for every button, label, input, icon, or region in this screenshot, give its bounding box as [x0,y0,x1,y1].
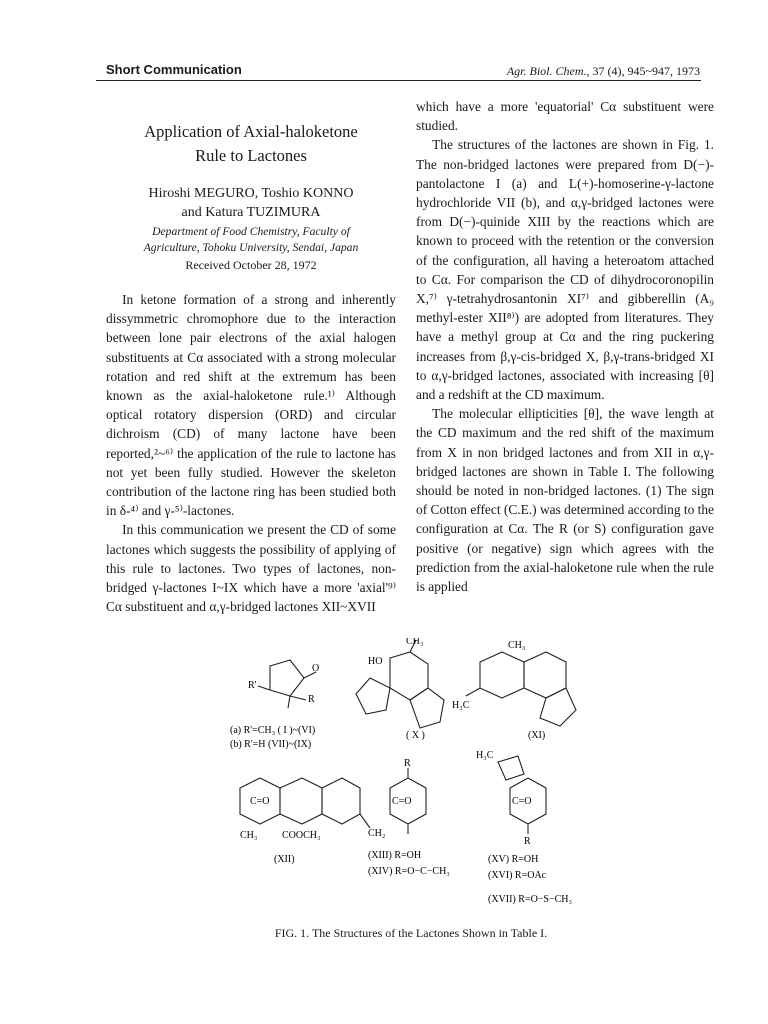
affiliation-line-2: Agriculture, Tohoku University, Sendai, Japan [143,241,359,254]
structure-xv-xvii [498,756,546,834]
label-co-xii: C=O [250,796,270,807]
label-xvi: (XVI) R=OAc [488,870,547,881]
label-h3c-xi: H₃C [452,700,470,711]
left-paragraph-1: In ketone formation of a strong and inherently dissymmetric chromophore due to the interaction between lone pair electrons of the axial halogen substituents at Cα associated with a strong molecular rotation and red shift at the extremum has been known as the axial-haloketone rule.¹⁾ Although optical rotatory dispersion (ORD) and circular dichroism (CD) of many lactone have been reported,²~⁶⁾ the application of the rule to lactone has not yet been fully studied. However the skeleton contribution of the lactone ring has been studied both in δ-⁴⁾ and γ-⁵⁾-lactones. [106,292,396,519]
section-label: Short Communication [106,62,242,77]
label-xi: (XI) [528,730,546,741]
label-co-xiii: C=O [392,796,412,807]
left-column [106,290,396,616]
received-date: Received October 28, 1972 [185,258,317,272]
figure-caption: FIG. 1. The Structures of the Lactones Shown in Table I. [274,926,548,940]
authors-line-2: and Katura TUZIMURA [181,205,321,220]
authors [106,184,396,222]
label-xvii: (XVII) R=O−S−CH₃ [488,894,573,905]
journal-name: Agr. Biol. Chem., [506,64,590,78]
label-cooch3: COOCH₃ [282,830,321,841]
label-r-1: R [308,694,315,705]
journal-citation [507,64,700,79]
article-title [106,120,396,168]
label-ho: HO [368,656,383,667]
label-r-xv: R [524,836,531,847]
title-line-1: Application of Axial-haloketone [144,122,358,141]
label-xv: (XV) R=OH [488,854,539,865]
label-h3c-xv: H₃C [476,750,494,761]
affiliation-line-1: Department of Food Chemistry, Faculty of [152,225,350,238]
structures-figure [220,638,620,908]
title-line-2: Rule to Lactones [195,146,307,165]
label-ch3-xii: CH₃ [240,830,258,841]
label-xiii: (XIII) R=OH [368,850,422,861]
right-column [416,97,714,596]
label-ch3-x: CH₃ [406,638,424,647]
label-b-line: (b) R'=H (VII)~(IX) [230,739,312,750]
left-paragraph-2: In this communication we present the CD of some lactones which suggests the possibility of applying of this rule to lactones. Two types of lactones, non-bridged γ-lactones I~IX which have a more 'axial'⁹⁾ Cα substituent and α,γ-bridged lactones XII~XVII [106,522,396,615]
label-ch2: CH₂ [368,828,386,839]
structure-xi [466,652,576,726]
label-xiv: (XIV) R=O−C−CH₃ [368,866,450,877]
header-rule [96,80,701,81]
right-paragraph-2: The structures of the lactones are shown in Fig. 1. The non-bridged lactones were prepared from D(−)-pantolactone I (a) and L(+)-homoserine-γ-lactone hydrochloride VII (b), and α,γ-bridged lactones were from D(−)-quinide XIII by the reactions which are known to proceed with the retention or the conversion of the configuration, all having a heteroatom attached to Cα. For comparison the CD of dihydrocoronopilin X,⁷⁾ γ-tetrahydrosantonin XI⁷⁾ and gibberellin (A₉ methyl-ester XII⁸⁾) are adopted from literatures. They have a methyl group at Cα and the ring puckering increases from β,γ-cis-bridged X, β,γ-trans-bridged XI to α,γ-bridged lactones, associated with increasing [θ] and a redshift at the CD maximum. [416,137,714,403]
right-paragraph-3: The molecular ellipticities [θ], the wave length at the CD maximum and the red shift of the maximum from X in non bridged lactones and from XII in α,γ-bridged lactones are shown in Table I. The following should be noted in non-bridged lactones. (1) The sign of Cotton effect (C.E.) was determined according to the configuration at Cα. The R (or S) configuration gave positive (or negative) sign which agrees with the prediction from the axial-haloketone rule when the rule is applied [416,406,714,595]
label-a-line: (a) R'=CH₃ ( I )~(VI) [230,725,316,736]
citation-numbers: 37 (4), 945~947, 1973 [592,64,700,78]
label-o-1: O [312,663,320,674]
label-co-xv: C=O [512,796,532,807]
label-x: ( X ) [406,730,425,741]
affiliation [106,224,396,256]
label-ch3-xi: CH₃ [508,640,526,651]
right-paragraph-1: which have a more 'equatorial' Cα substituent were studied. [416,99,714,134]
authors-line-1: Hiroshi MEGURO, Toshio KONNO [148,186,354,201]
label-xii: (XII) [274,854,295,865]
label-r-xiii: R [404,758,411,769]
label-r-prime-1: R' [248,680,257,691]
structure-x [356,640,444,728]
